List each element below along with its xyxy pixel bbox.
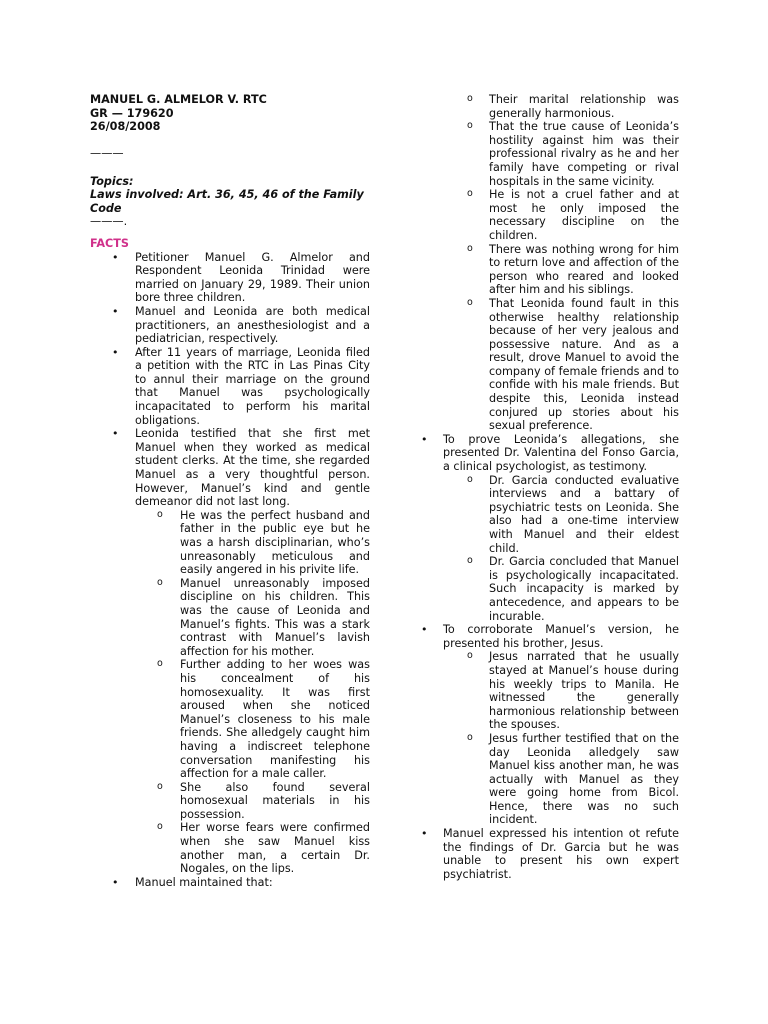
list-item-text: To prove Leonida’s allegations, she presented Dr. Valentina del Fonso Garcia, a clinical psychologist, as testimony. — [443, 432, 679, 474]
sub-list-item: o Her worse fears were confirmed when she saw Manuel kiss another man, a certain Dr. Nogales, on the lips. — [135, 821, 370, 875]
manuel-sub-list — [417, 93, 679, 433]
facts-list-continued — [417, 433, 679, 882]
list-item-text: To corroborate Manuel’s version, he presented his brother, Jesus. — [443, 623, 679, 650]
sub-list-item: o Further adding to her woes was his concealment of his homosexuality. It was first aroused when she noticed Manuel’s closeness to his male friends. She alledgely caught him having a indiscreet telephone conversation manifesting his affection for a male caller. — [135, 658, 370, 780]
list-item-text: Leonida testified that she first met Manuel when they worked as medical student clerks. At the time, she regarded Manuel as a very thoughtful person. However, Manuel’s kind and gentle demeanor did not last long. — [135, 427, 370, 509]
sub-list — [443, 650, 679, 827]
sub-list-item: o He was the perfect husband and father in the public eye but he was a harsh disciplinarian, who’s unreasonably meticulous and easily angered in his privite life. — [135, 509, 370, 577]
sub-list-item: o Manuel unreasonably imposed discipline on his children. This was the cause of Leonida and Manuel’s fights. This was a stark contrast with Manuel’s lavish affection for his mother. — [135, 577, 370, 659]
topics-label: Topics: — [90, 174, 134, 188]
separator: ———. — [90, 215, 128, 229]
sub-list — [443, 474, 679, 624]
sub-list-item: o That the true cause of Leonida’s hostility against him was their professional rivalry as he and her family have competing or rival hospitals in the same vicinity. — [417, 120, 679, 188]
laws-involved: Laws involved: Art. 36, 45, 46 of the Family Code — [90, 188, 364, 215]
left-column — [90, 93, 370, 889]
list-item: • Petitioner Manuel G. Almelor and Respondent Leonida Trinidad were married on January 29, 1989. Their union bore three children. — [90, 251, 370, 305]
sub-list-item: o Jesus narrated that he usually stayed at Manuel’s house during his weekly trips to Manila. He witnessed the generally harmonious relationship between the spouses. — [417, 650, 679, 732]
list-item — [90, 427, 370, 876]
sub-list-item: o There was nothing wrong for him to return love and affection of the person who reared and looked after him and his siblings. — [417, 243, 679, 297]
gr-number: GR — 179620 — [90, 106, 174, 120]
facts-heading: FACTS — [90, 236, 129, 250]
sub-list-item: o That Leonida found fault in this otherwise healthy relationship because of her very jealous and possessive nature. And as a result, drove Manuel to avoid the company of female friends and to confide with his male friends. But despite this, Leonida instead conjured up stories about his sexual preference. — [417, 297, 679, 433]
list-item — [417, 623, 679, 827]
sub-list — [135, 509, 370, 876]
facts-list — [90, 251, 370, 890]
list-item — [417, 433, 679, 623]
list-item: • Manuel maintained that: — [90, 876, 370, 890]
sub-list-item: o Jesus further testified that on the day Leonida alledgely saw Manuel kiss another man, he was actually with Manuel as they were going home from Bicol. Hence, there was no such incident. — [417, 732, 679, 827]
right-column — [417, 93, 679, 881]
case-title: MANUEL G. ALMELOR V. RTC — [90, 93, 267, 106]
sub-list-item: o Dr. Garcia concluded that Manuel is psychologically incapacitated. Such incapacity is marked by antecedence, and appears to be incurable. — [417, 555, 679, 623]
decision-date: 26/08/2008 — [90, 120, 161, 134]
sub-list-item: o He is not a cruel father and at most he only imposed the necessary discipline on the children. — [417, 188, 679, 242]
list-item: • Manuel and Leonida are both medical practitioners, an anesthesiologist and a pediatrician, respectively. — [90, 305, 370, 346]
sub-list-item: o Dr. Garcia conducted evaluative interviews and a battary of psychiatric tests on Leonida. She also had a one-time interview with Manuel and their eldest child. — [417, 474, 679, 556]
sub-list-item: o She also found several homosexual materials in his possession. — [135, 781, 370, 822]
sub-list-item: o Their marital relationship was generally harmonious. — [417, 93, 679, 120]
list-item: • After 11 years of marriage, Leonida filed a petition with the RTC in Las Pinas City to annul their marriage on the ground that Manuel was psychologically incapacitated to perform his marital obligations. — [90, 346, 370, 428]
list-item: • Manuel expressed his intention ot refute the findings of Dr. Garcia but he was unable to present his own expert psychiatrist. — [417, 827, 679, 881]
separator: ——— — [90, 147, 124, 161]
